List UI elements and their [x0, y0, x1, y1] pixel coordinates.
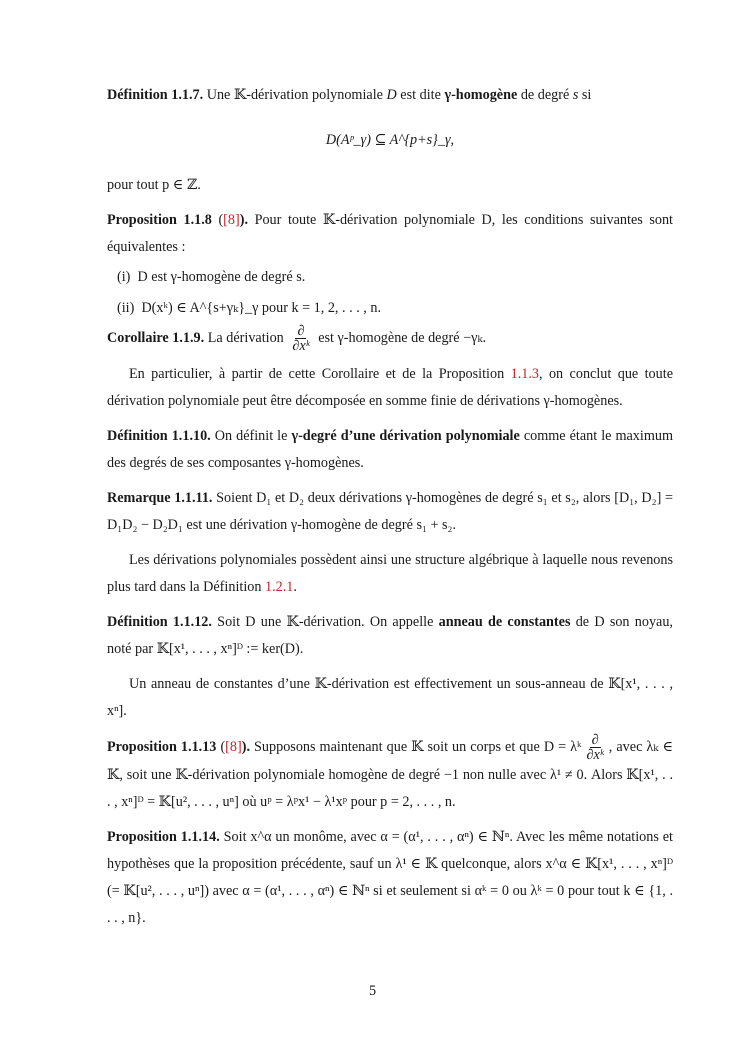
- definition-continuation: pour tout p ∈ ℤ.: [107, 177, 201, 193]
- defined-term: anneau de constantes: [438, 614, 571, 630]
- citation-link[interactable]: [8]: [223, 212, 240, 228]
- citation-link[interactable]: [8]: [225, 738, 242, 755]
- defined-term: γ-homogène: [444, 87, 518, 103]
- paragraph: Un anneau de constantes d’une 𝕂-dérivation est effectivement un sous-anneau de 𝕂[x¹, . . . , xⁿ].: [107, 676, 673, 719]
- proposition-reference-link[interactable]: 1.1.3: [510, 366, 539, 382]
- definition-label: Définition 1.1.10.: [107, 428, 211, 444]
- list-item: (i) D est γ-homogène de degré s.: [117, 269, 306, 285]
- definition-1-1-7: Définition 1.1.7. Une 𝕂-dérivation polynomiale D est dite γ-homogène de degré s si: [107, 87, 592, 103]
- proposition-1-1-8: Proposition 1.1.8 ([8]). Pour toute 𝕂-dérivation polynomiale D, les conditions suivantes sont équivalentes :: [107, 212, 673, 255]
- remark-label: Remarque 1.1.11.: [107, 490, 213, 506]
- page-number: 5: [368, 983, 377, 999]
- proposition-label: Proposition 1.1.13: [107, 738, 217, 755]
- proposition-1-1-13: Proposition 1.1.13 ([8]). Supposons maintenant que 𝕂 soit un corps et que D = λᵏ $\frac{\partial}{\text{∂xᵏ}}$ , avec λₖ ∈ 𝕂, soit une 𝕂-dérivation polynomiale homogène de degré −1 non nulle avec λ¹ ≠ 0. Alors 𝕂[x¹, . . . , xⁿ]ᴰ = 𝕂[u², . . . , uⁿ] où uᵖ = λᵖx¹ − λ¹xᵖ pour p = 2, . . . , n.: [107, 732, 673, 810]
- list-item: (ii) D(xᵏ) ∈ A^{s+γₖ}_γ pour k = 1, 2, . . . , n.: [117, 300, 382, 316]
- proposition-label: Proposition 1.1.8: [107, 212, 212, 228]
- paragraph: Les dérivations polynomiales possèdent ainsi une structure algébrique à laquelle nous revenons plus tard dans la Définition 1.2.1.: [107, 552, 673, 595]
- remarque-1-1-11: Remarque 1.1.11. Soient D₁ et D₂ deux dérivations γ-homogènes de degré s₁ et s₂, alors [D₁, D₂] = D₁D₂ − D₂D₁ est une dérivation γ-homogène de degré s₁ + s₂.: [107, 490, 673, 533]
- corollary-label: Corollaire 1.1.9.: [107, 329, 205, 346]
- definition-reference-link[interactable]: 1.2.1: [265, 579, 294, 595]
- corollaire-1-1-9: Corollaire 1.1.9. La dérivation $\frac{\partial}{\text{∂xᵏ}}$ est γ-homogène de degré −γₖ.: [107, 323, 487, 354]
- definition-label: Définition 1.1.12.: [107, 614, 212, 630]
- partial-fraction: $\frac{\partial}{\text{∂xᵏ}}$: [292, 323, 310, 354]
- paragraph: En particulier, à partir de cette Corollaire et de la Proposition 1.1.3, on conclut que toute dérivation polynomiale peut être décomposée en somme finie de dérivations γ-homogènes.: [107, 366, 673, 409]
- definition-label: Définition 1.1.7.: [107, 87, 204, 103]
- definition-1-1-10: Définition 1.1.10. On définit le γ-degré d’une dérivation polynomiale comme étant le maximum des degrés de ses composantes γ-homogènes.: [107, 428, 673, 471]
- page-body: [107, 82, 673, 940]
- partial-fraction: $\frac{\partial}{\text{∂xᵏ}}$: [586, 732, 604, 763]
- proposition-label: Proposition 1.1.14.: [107, 829, 220, 845]
- display-equation: D(Aᵖ_γ) ⊆ A^{p+s}_γ,: [325, 132, 455, 148]
- definition-1-1-12: Définition 1.1.12. Soit D une 𝕂-dérivation. On appelle anneau de constantes de D son noyau, noté par 𝕂[x¹, . . . , xⁿ]ᴰ := ker(D).: [107, 614, 673, 657]
- proposition-1-1-14: Proposition 1.1.14. Soit x^α un monôme, avec α = (α¹, . . . , αⁿ) ∈ ℕⁿ. Avec les même notations et hypothèses que la proposition précédente, sauf un λ¹ ∈ 𝕂 quelconque, alors x^α ∈ 𝕂[x¹, . . . , xⁿ]ᴰ (= 𝕂[u², . . . , uⁿ]) avec α = (α¹, . . . , αⁿ) ∈ ℕⁿ si et seulement si αᵏ = 0 ou λᵏ = 0 pour tout k ∈ {1, . . . , n}.: [107, 829, 673, 926]
- defined-term: γ-degré d’une dérivation polynomiale: [291, 428, 520, 444]
